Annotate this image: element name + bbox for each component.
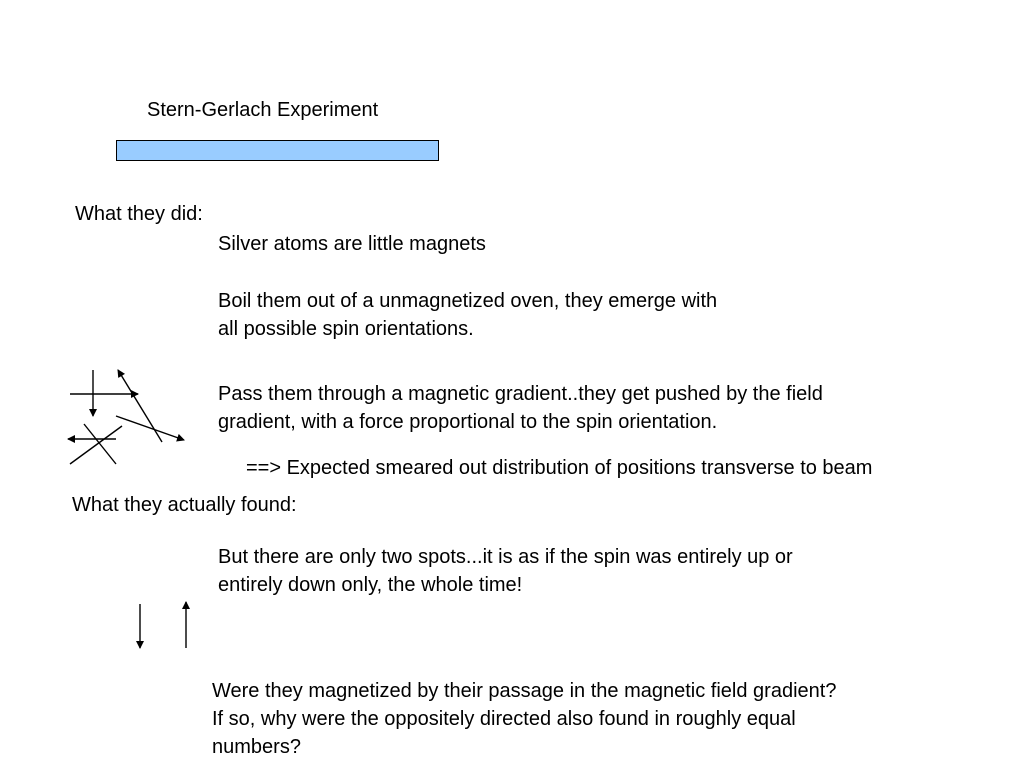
point-two-spots-line1: But there are only two spots...it is as if the spin was entirely up or [218,546,793,568]
point-silver-atoms: Silver atoms are little magnets [218,233,486,255]
expected-result: ==> Expected smeared out distribution of positions transverse to beam [246,457,873,479]
point-oven-line1: Boil them out of a unmagnetized oven, they emerge with [218,290,718,312]
slide-title: Stern-Gerlach Experiment [147,99,379,121]
what-they-did-heading: What they did: [75,203,203,225]
point-gradient-line1: Pass them through a magnetic gradient..they get pushed by the field [218,383,823,405]
point-two-spots-line2: entirely down only, the whole time! [218,574,523,596]
random-spin-arrows-icon [62,366,192,476]
question-line2: If so, why were the oppositely directed also found in roughly equal [212,708,796,730]
point-gradient-line2: gradient, with a force proportional to the spin orientation. [218,411,718,433]
point-oven-line2: all possible spin orientations. [218,318,474,340]
title-underline-bar [116,140,439,161]
question-line1: Were they magnetized by their passage in the magnetic field gradient? [212,680,837,702]
question-line3: numbers? [212,736,301,758]
up-down-spin-arrows-icon [128,598,198,654]
what-they-found-heading: What they actually found: [72,494,297,516]
